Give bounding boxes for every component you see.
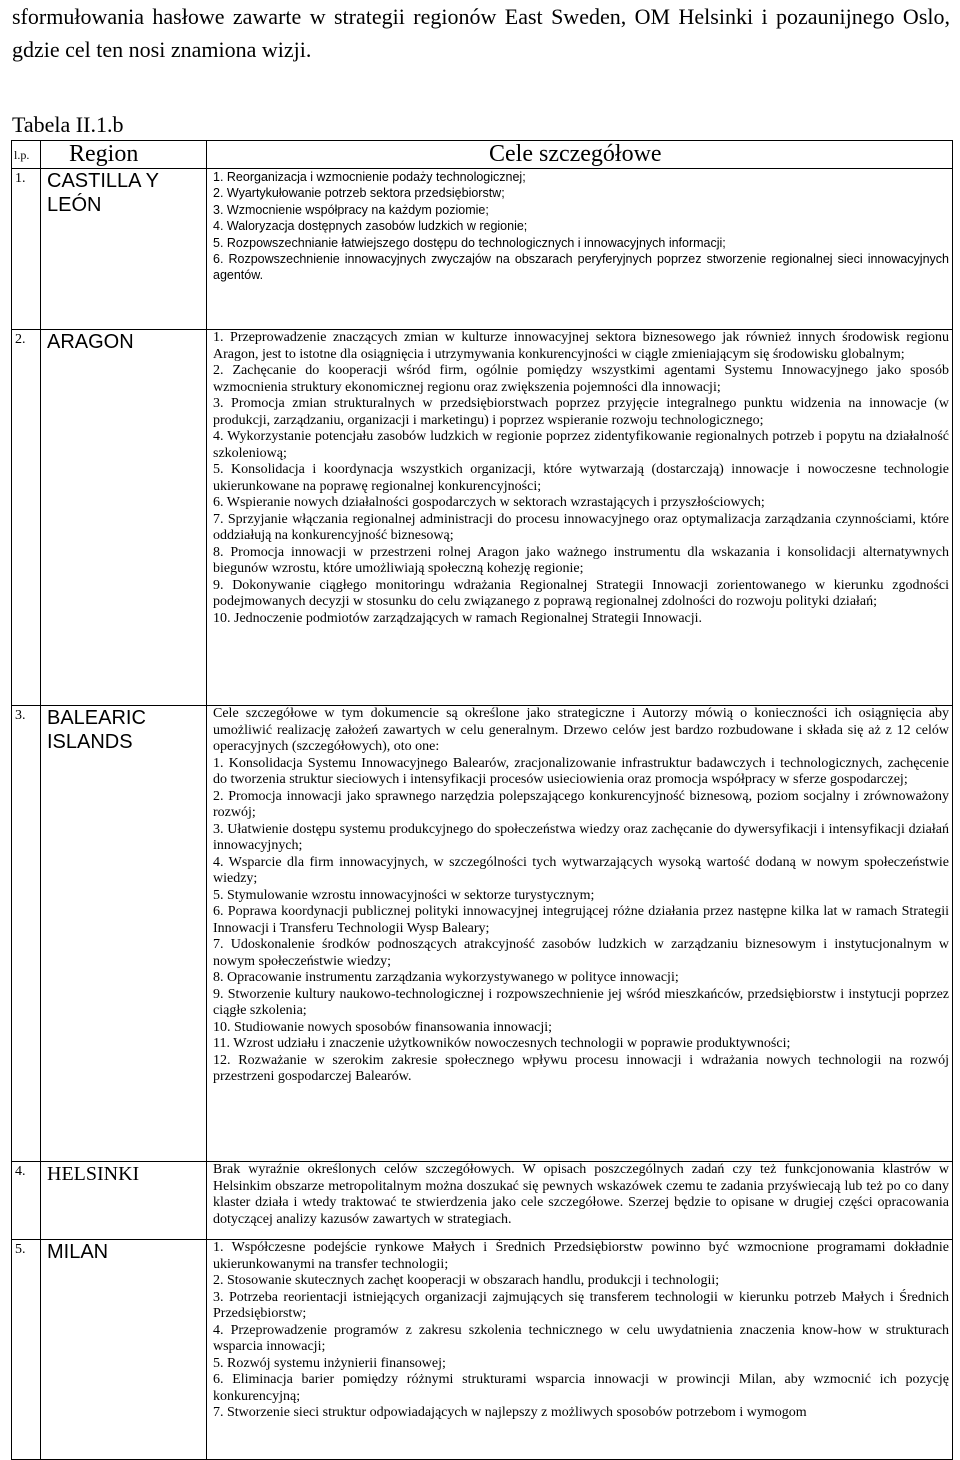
goal-item: 2. Promocja innowacji jako sprawnego narzędzia polepszającego konkurencyjność biznesową, poziom socjalny i zrównoważony rozwój; bbox=[213, 788, 949, 820]
goal-item: 6. Eliminacja barier pomiędzy różnymi strukturami wsparcia innowacji w prowincji Milan, aby wzmocnić ich pozycję konkurencyjną; bbox=[213, 1372, 949, 1404]
goal-item: 5. Stymulowanie wzrostu innowacyjności w sektorze turystycznym; bbox=[213, 887, 595, 903]
goal-item: 10. Studiowanie nowych sposobów finansowania innowacji; bbox=[213, 1019, 553, 1035]
header-region: Region bbox=[41, 141, 207, 169]
region-name: CASTILLA Y LEÓN bbox=[47, 170, 159, 216]
row-lp: 1. bbox=[12, 169, 41, 330]
goal-item: 3. Ułatwienie dostępu systemu produkcyjnego do społeczeństwa wiedzy oraz zachęcanie do dywersyfikacji i intensyfikacji działań innowacyjnych; bbox=[213, 821, 949, 853]
row-region bbox=[41, 706, 207, 1162]
goal-item: 3. Potrzeba reorientacji istniejących organizacji zajmujących się transferem technologii w kierunku potrzeb Małych i Średnich Przedsiębiorstw; bbox=[213, 1289, 949, 1321]
goal-item: 8. Opracowanie instrumentu zarządzania wykorzystywanego w polityce innowacji; bbox=[213, 970, 679, 985]
goal-item: 9. Stworzenie kultury naukowo-technologicznej i rozpowszechnienie jej wśród mieszkańców, przedsiębiorstw i instytucji poprzez ciągłe szkolenia; bbox=[213, 986, 949, 1018]
table-row bbox=[12, 169, 953, 330]
goal-item: 11. Wzrost udziału i znaczenie użytkowników nowoczesnych technologii w poprawie produktywności; bbox=[213, 1036, 791, 1051]
row-goals bbox=[207, 169, 953, 330]
row-goals bbox=[207, 706, 953, 1162]
goal-item: 3. Wzmocnienie współpracy na każdym poziomie; bbox=[213, 202, 489, 217]
table-caption: Tabela II.1.b bbox=[12, 112, 124, 137]
intro-paragraph: sformułowania hasłowe zawarte w strategii regionów East Sweden, OM Helsinki i pozaunijnego Oslo, gdzie cel ten nosi znamiona wizji. bbox=[12, 4, 950, 62]
row-lp: 2. bbox=[12, 330, 41, 706]
goal-item: 10. Jednoczenie podmiotów zarządzających w ramach Regionalnej Strategii Innowacji. bbox=[213, 610, 703, 626]
region-name: ARAGON bbox=[47, 331, 134, 353]
goal-item: 7. Stworzenie sieci struktur odpowiadających w najlepszy z możliwych sposobów potrzebom i wymogom bbox=[213, 1405, 807, 1420]
goal-item: 2. Stosowanie skutecznych zachęt kooperacji w obszarach handlu, produkcji i technologii; bbox=[213, 1273, 720, 1288]
goal-item: 4. Wsparcie dla firm innowacyjnych, w szczególności tych wytwarzających wysoką wartość dodaną w nowym społeczeństwie wiedzy; bbox=[213, 854, 949, 886]
goal-item: 8. Promocja innowacji w przestrzeni rolnej Aragon jako ważnego instrumentu dla wskazania i konsolidacji alternatywnych biegunów wzrostu, które umożliwiają społeczną kohezję regionie; bbox=[213, 544, 949, 576]
table-row bbox=[12, 330, 953, 706]
goal-item: 5. Konsolidacja i koordynacja wszystkich organizacji, które wytwarzają (dostarczają) innowacje i nowoczesne technologie ukierunkowane na poprawę regionalnej konkurencyjności; bbox=[213, 462, 949, 494]
table-row bbox=[12, 1162, 953, 1240]
goal-item: 1. Reorganizacja i wzmocnienie podaży technologicznej; bbox=[213, 170, 526, 184]
table-row bbox=[12, 1240, 953, 1460]
goal-item: 4. Waloryzacja dostępnych zasobów ludzkich w regionie; bbox=[213, 219, 528, 234]
region-name: MILAN bbox=[47, 1241, 109, 1263]
goal-item: 6. Poprawa koordynacji publicznej polityki innowacyjnej integrującej różne działania przez następne kilka lat w ramach Strategii Innowacji i Transferu Technologii Wysp Baleary; bbox=[213, 904, 949, 936]
row-goals bbox=[207, 330, 953, 706]
row-lp: 3. bbox=[12, 706, 41, 1162]
goal-item: 5. Rozwój systemu inżynierii finansowej; bbox=[213, 1355, 446, 1371]
goal-item: 7. Udoskonalenie środków podnoszących atrakcyjność zasobów ludzkich w zarządzaniu biznesowym i instytucjonalnym w nowym społeczeństwie wiedzy; bbox=[213, 937, 949, 969]
row-region bbox=[41, 330, 207, 706]
header-lp: l.p. bbox=[12, 141, 41, 169]
row-lp: 4. bbox=[12, 1162, 41, 1240]
goal-item: 5. Rozpowszechnianie łatwiejszego dostępu do technologicznych i innowacyjnych informacji; bbox=[213, 235, 726, 250]
row-lp: 5. bbox=[12, 1240, 41, 1460]
region-name: BALEARIC ISLANDS bbox=[47, 707, 146, 753]
row-region bbox=[41, 1162, 207, 1240]
goal-item: 6. Rozpowszechnienie innowacyjnych zwyczajów na obszarach peryferyjnych poprzez stworzenie regionalnej sieci innowacyjnych agentów. bbox=[213, 252, 949, 283]
goal-item: 6. Wspieranie nowych działalności gospodarczych w sektorach wzrastających i przyszłościowych; bbox=[213, 495, 765, 510]
goal-item: 9. Dokonywanie ciągłego monitoringu wdrażania Regionalnej Strategii Innowacji zorientowanego w kierunku zgodności podejmowanych decyzji w stosunku do celu związanego z poprawą regionalnej zdolności do rozwoju polityki działań; bbox=[213, 577, 949, 609]
goal-item: Cele szczegółowe w tym dokumencie są określone jako strategiczne i Autorzy mówią o konieczności ich osiągnięcia aby umożliwić realizację założeń zawartych w celu generalnym. Drzewo celów jest bardzo rozbudowane i składa się aż z 12 celów operacyjnych (szczegółowych), oto one: bbox=[213, 706, 949, 754]
row-region bbox=[41, 169, 207, 330]
table-row bbox=[12, 706, 953, 1162]
goal-item: Brak wyraźnie określonych celów szczegółowych. W opisach poszczególnych zadań czy też funkcjonowania klastrów w Helsinkim obszarze metropolitalnym można doszukać się pewnych wskazówek czemu te zadania przyświecają lub też po co dany klaster działa i wtedy traktować te stwierdzenia jako cele szczegółowe. Szerzej będzie to opisane w drugiej części opracowania dotyczącej analizy kazusów zawartych w strategiach. bbox=[213, 1162, 949, 1227]
goal-item: 4. Przeprowadzenie programów z zakresu szkolenia technicznego w celu uwydatnienia znaczenia know-how w strukturach wsparcia innowacji; bbox=[213, 1322, 949, 1354]
table-header-row bbox=[12, 141, 953, 169]
row-region bbox=[41, 1240, 207, 1460]
goal-item: 12. Rozważanie w szerokim zakresie społecznego wpływu procesu innowacji i wdrażania nowych technologii na rozwój przestrzeni gospodarczej Balearów. bbox=[213, 1052, 949, 1084]
goal-item: 7. Sprzyjanie włączania regionalnej administracji do procesu innowacyjnego oraz optymalizacja zarządzania czynnościami, które oddziałują na konkurencyjność biznesową; bbox=[213, 511, 949, 543]
table-body bbox=[12, 169, 953, 1460]
goal-item: 2. Wyartykułowanie potrzeb sektora przedsiębiorstw; bbox=[213, 186, 505, 201]
region-name: HELSINKI bbox=[47, 1163, 140, 1185]
goal-item: 1. Konsolidacja Systemu Innowacyjnego Balearów, zracjonalizowanie infrastruktur badawczych i technologicznych, zachęcenie do tworzenia struktur sieciowych i intensyfikacji procesów usieciowienia oraz promocja współpracy w sferze gospodarczej; bbox=[213, 755, 949, 787]
goal-item: 1. Przeprowadzenie znaczących zmian w kulturze innowacyjnej sektora biznesowego jak również innych środowisk regionu Aragon, jest to istotne dla osiągnięcia i utrzymywania konkurencyjności w ciągle zmieniającym się środowisku globalnym; bbox=[213, 330, 949, 362]
row-goals bbox=[207, 1162, 953, 1240]
header-goals: Cele szczegółowe bbox=[207, 141, 953, 169]
goal-item: 2. Zachęcanie do kooperacji wśród firm, ogólnie pomiędzy wszystkimi agentami Systemu Innowacyjnego jako sposób wzmocnienia struktury ekonomicznej regionu oraz zwiększenia pojemności dla innowacji; bbox=[213, 363, 949, 395]
goals-table bbox=[11, 140, 953, 1460]
row-goals bbox=[207, 1240, 953, 1460]
goal-item: 4. Wykorzystanie potencjału zasobów ludzkich w regionie poprzez zidentyfikowanie regionalnych potrzeb i popytu na działalność szkoleniową; bbox=[213, 429, 949, 461]
goal-item: 1. Współczesne podejście rynkowe Małych i Średnich Przedsiębiorstw powinno być wzmocnione programami dokładnie ukierunkowanymi na transfer technologii; bbox=[213, 1240, 949, 1272]
goal-item: 3. Promocja zmian strukturalnych w przedsiębiorstwach poprzez przyjęcie integralnego punktu widzenia na innowacje (w produkcji, zarządzaniu, organizacji i marketingu) i poprzez wspieranie rozwoju technologicznego; bbox=[213, 396, 949, 428]
